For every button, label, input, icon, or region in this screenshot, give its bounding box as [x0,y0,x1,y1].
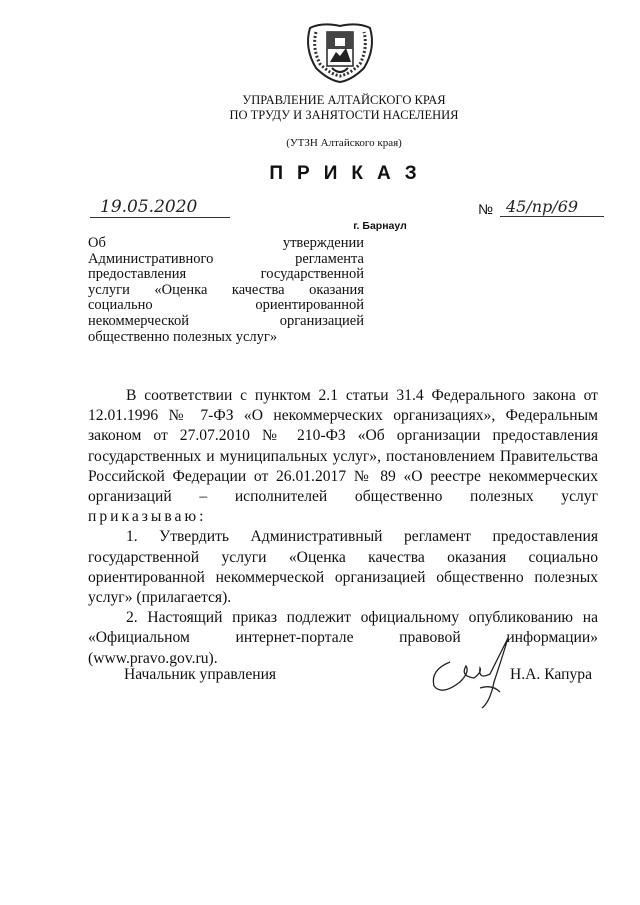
number-label: № [478,201,494,217]
item-1: 1. Утвердить Административный регламент предоставления государственной услуги «Оценка качества оказания социально ориентированной некоммерческой организацией общественно полезных услуг» (прилагается). [88,528,598,607]
document-body [88,386,598,669]
subject-line: общественно полезных услуг» [88,328,278,345]
subject-line: Об утверждении [88,235,364,251]
subject-line: социально ориентированной [88,297,364,314]
signatory-name: Н.А. Капура [510,666,592,683]
organization-name [24,93,640,123]
city: г. Барнаул [353,220,407,232]
subject-line: услуги «Оценка качества оказания [88,281,364,298]
org-line-1: УПРАВЛЕНИЕ АЛТАЙСКОГО КРАЯ [242,93,446,107]
signatory-role: Начальник управления [124,666,277,683]
preamble-text: В соответствии с пунктом 2.1 статьи 31.4 Федерального закона от 12.01.1996 № 7-ФЗ «О некоммерческих организациях», Федеральным законом от 27.07.2010 № 210-ФЗ «Об организации предоставления государственных и муниципальных услуг», постановлением Правительства Российской Федерации от 26.01.2017 № 89 «О реестре некоммерческих организаций – исполнителей общественно полезных услуг [88,387,598,506]
document-date: 19.05.2020 [90,197,230,218]
subject-line: некоммерческой организацией [88,312,364,329]
item-2: 2. Настоящий приказ подлежит официальному опубликованию на «Официальном интернет-портале правовой информации» (www.pravo.gov.ru). [88,609,598,667]
coat-of-arms-emblem [302,18,378,84]
document-number: 45/пр/69 [500,197,604,217]
subject-line: Административного регламента [88,250,364,267]
document-subject [88,236,364,345]
preamble-paragraph [88,386,598,527]
document-type-title: ПРИКАЗ [269,163,431,184]
subject-line: предоставления государственной [88,266,364,283]
org-line-2: ПО ТРУДУ И ЗАНЯТОСТИ НАСЕЛЕНИЯ [229,108,459,122]
handwritten-signature [420,632,520,712]
order-word: приказываю: [88,508,207,526]
organization-short-name: (УТЗН Алтайского края) [286,137,402,149]
